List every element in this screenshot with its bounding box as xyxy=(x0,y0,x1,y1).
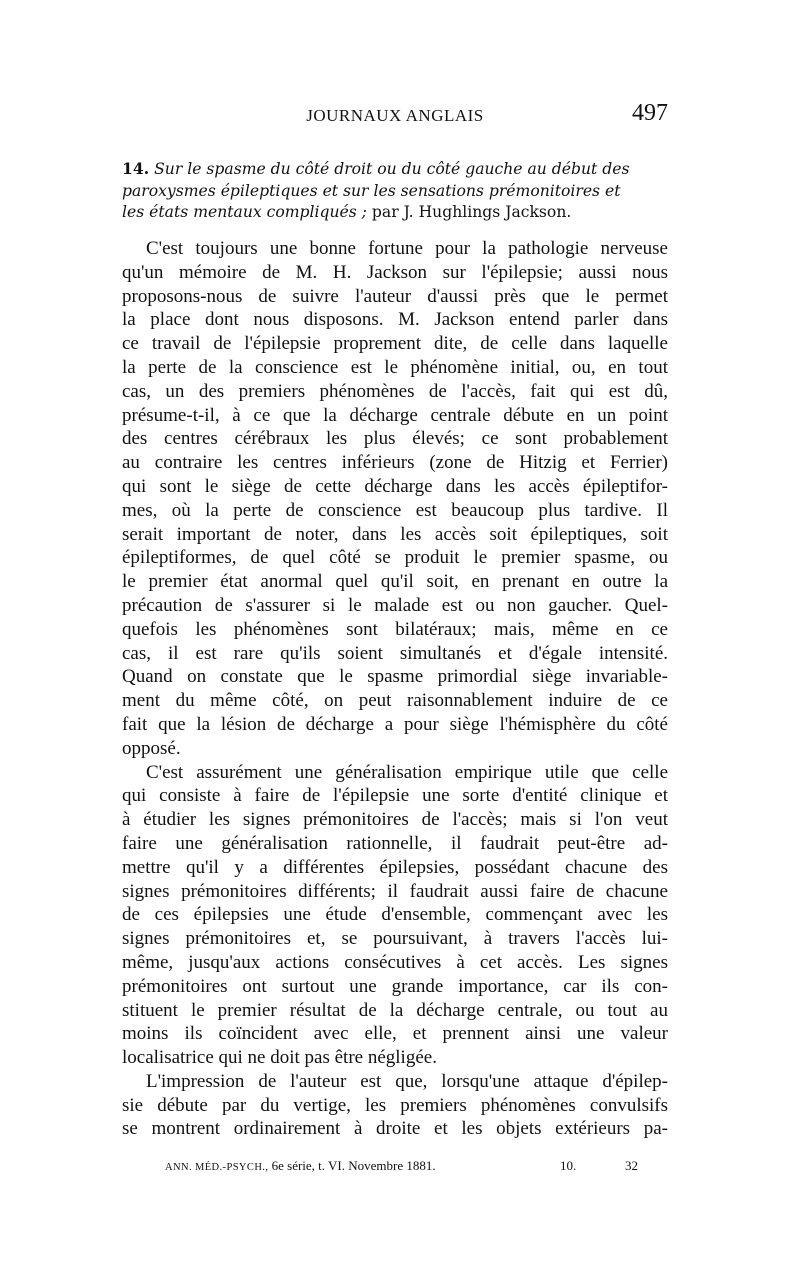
body-line: la place dont nous disposons. M. Jackson entend parler dans xyxy=(122,309,668,331)
entry-author: par J. Hughlings Jackson. xyxy=(371,203,572,221)
body-line: signes prémonitoires et, se poursuivant, à travers l'accès lui- xyxy=(122,928,668,950)
body-line: ce travail de l'épilepsie proprement dite, de celle dans laquelle xyxy=(122,333,668,355)
body-line: au contraire les centres inférieurs (zone de Hitzig et Ferrier) xyxy=(122,452,668,474)
entry-heading xyxy=(122,158,668,224)
body-line: présume-t-il, à ce que la décharge centrale débute en un point xyxy=(122,404,668,426)
body-line: cas, il est rare qu'ils soient simultanés et d'égale intensité. xyxy=(122,642,668,664)
body-line: L'impression de l'auteur est que, lorsqu'une attaque d'épilep- xyxy=(146,1070,668,1092)
body-line: moins ils coïncident avec elle, et prennent ainsi une valeur xyxy=(122,1023,668,1045)
body-line: faire une généralisation rationnelle, il faudrait peut-être ad- xyxy=(122,832,668,854)
entry-title-text-3: les états mentaux compliqués ; xyxy=(122,203,367,221)
body-line: signes prémonitoires différents; il faudrait aussi faire de chacune xyxy=(122,880,668,902)
footer-journal-abbr: ANN. MÉD.-PSYCH., xyxy=(165,1162,269,1173)
page-header xyxy=(122,100,668,130)
body-line: qui consiste à faire de l'épilepsie une sorte d'entité clinique et xyxy=(122,785,668,807)
footer-journal xyxy=(165,1158,436,1174)
body-line: prémonitoires ont surtout une grande importance, car ils con- xyxy=(122,975,668,997)
footer-journal-details: 6e série, t. VI. Novembre 1881. xyxy=(271,1158,436,1173)
body-line: des centres cérébraux les plus élevés; ce sont probablement xyxy=(122,428,668,450)
body-line: même, jusqu'aux actions consécutives à cet accès. Les signes xyxy=(122,951,668,973)
body-line: cas, un des premiers phénomènes de l'accès, fait qui est dû, xyxy=(122,380,668,402)
footer-signature: 10. xyxy=(560,1158,577,1173)
body-line: sie débute par du vertige, les premiers phénomènes convulsifs xyxy=(122,1094,668,1116)
body-line: se montrent ordinairement à droite et les objets extérieurs pa- xyxy=(122,1118,668,1140)
body-line: mes, où la perte de conscience est beaucoup plus tardive. Il xyxy=(122,499,668,521)
running-title: JOURNAUX ANGLAIS xyxy=(306,106,484,125)
entry-title-text-1: Sur le spasme du côté droit ou du côté gauche au début des xyxy=(154,160,630,178)
body-line: localisatrice qui ne doit pas être négligée. xyxy=(122,1047,437,1069)
body-line: précaution de s'assurer si le malade est ou non gaucher. Quel- xyxy=(122,594,668,616)
entry-title-line-1 xyxy=(122,158,668,181)
body-line: stituent le premier résultat de la décharge centrale, ou tout au xyxy=(122,999,668,1021)
entry-number: 14. xyxy=(122,159,150,178)
footer-folio: 32 xyxy=(625,1158,638,1173)
body-line: Quand on constate que le spasme primordial siège invariable- xyxy=(122,666,668,688)
body-line: qui sont le siège de cette décharge dans les accès épileptifor- xyxy=(122,475,668,497)
body-line: C'est assurément une généralisation empirique utile que celle xyxy=(146,761,668,783)
body-line: épileptiformes, de quel côté se produit le premier spasme, ou xyxy=(122,547,668,569)
entry-title-line-3 xyxy=(122,202,668,224)
body-line: quefois les phénomènes sont bilatéraux; mais, même en ce xyxy=(122,618,668,640)
body-line: C'est toujours une bonne fortune pour la pathologie nerveuse xyxy=(146,238,668,259)
body-line: qu'un mémoire de M. H. Jackson sur l'épilepsie; aussi nous xyxy=(122,261,668,283)
body-line: la perte de la conscience est le phénomène initial, ou, en tout xyxy=(122,356,668,378)
entry-title-line-2: paroxysmes épileptiques et sur les sensations prémonitoires et xyxy=(122,181,621,200)
body-line: opposé. xyxy=(122,737,181,759)
page-footer xyxy=(165,1158,645,1178)
body-line: ment du même côté, on peut raisonnablement induire de ce xyxy=(122,690,668,712)
body-line: à étudier les signes prémonitoires de l'accès; mais si l'on veut xyxy=(122,809,668,831)
body-line: proposons-nous de suivre l'auteur d'aussi près que le permet xyxy=(122,285,668,307)
body-line: mettre qu'il y a différentes épilepsies, possédant chacune des xyxy=(122,856,668,878)
body-line: fait que la lésion de décharge a pour siège l'hémisphère du côté xyxy=(122,713,668,735)
body-line: de ces épilepsies une étude d'ensemble, commençant avec les xyxy=(122,904,668,926)
body-line: le premier état anormal quel qu'il soit, en prenant en outre la xyxy=(122,571,668,593)
article-body xyxy=(122,237,668,1141)
body-line: serait important de noter, dans les accès soit épileptiques, soit xyxy=(122,523,668,545)
page-number: 497 xyxy=(632,100,668,126)
